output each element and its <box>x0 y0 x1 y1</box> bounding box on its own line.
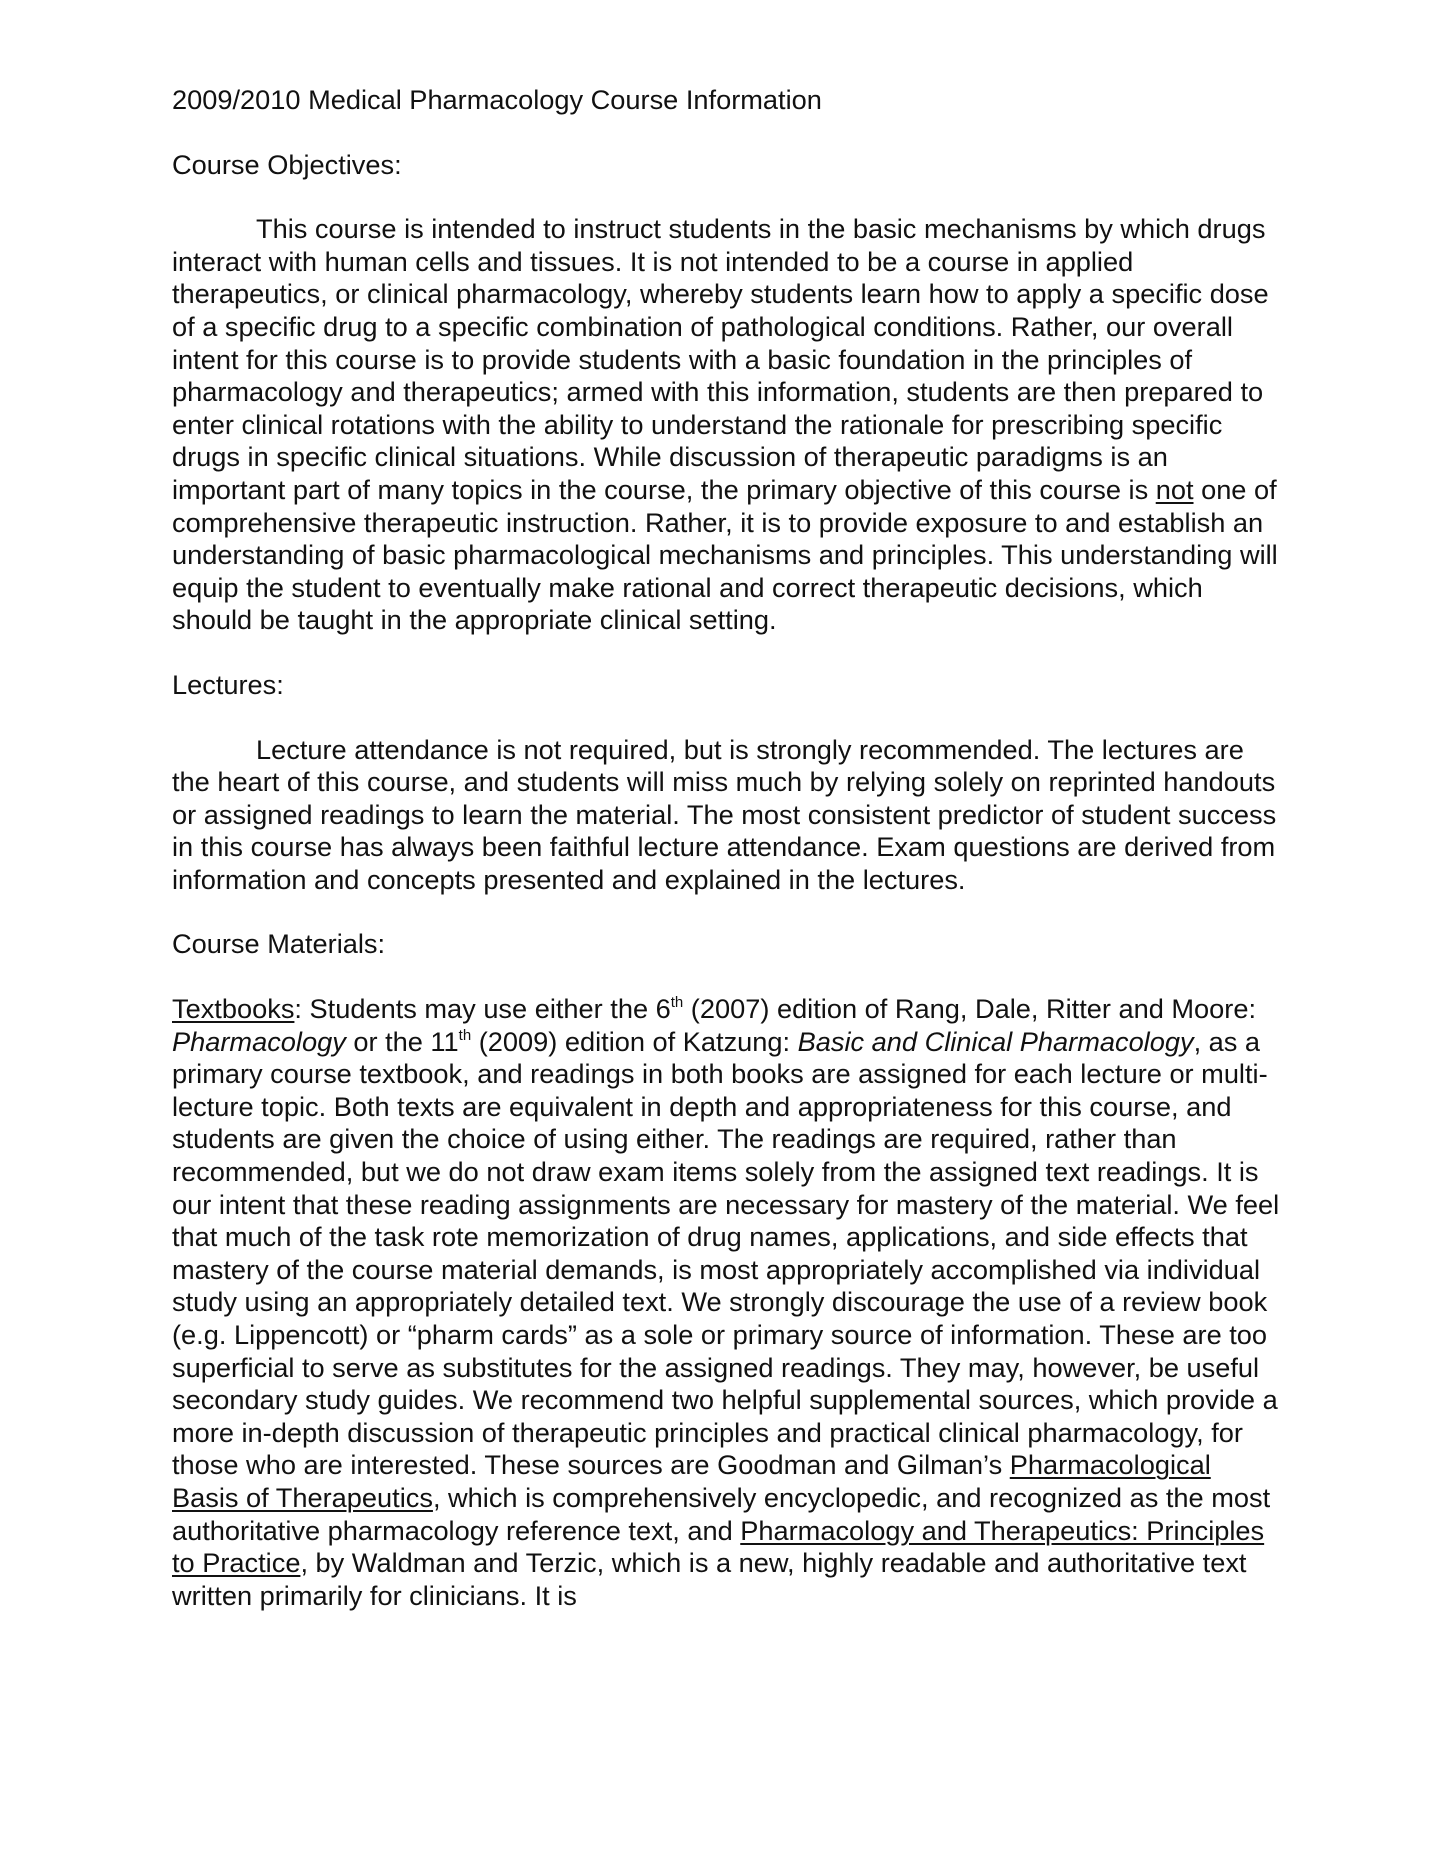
ordinal-superscript-11th: th <box>458 1026 472 1044</box>
ordinal-superscript-6th: th <box>670 994 684 1012</box>
section-heading-course-materials: Course Materials: <box>172 928 386 960</box>
textbooks-text-6: , which is comprehensively encyclopedic, and recognized as the most authoritative pharmacology reference text, and <box>172 1481 1271 1546</box>
document-page <box>172 84 1284 1612</box>
section-heading-course-objectives: Course Objectives: <box>172 148 402 180</box>
textbooks-text-3: or the 11 <box>345 1025 459 1057</box>
textbooks-paragraph <box>172 993 1284 1612</box>
objectives-text-part-2: one of comprehensive therapeutic instruction. Rather, it is to provide exposure to and establish an understanding of basic pharmacological mechanisms and principles. This understanding will equip the student to eventually make rational and correct therapeutic decisions, which should be taught in the appropriate clinical setting. <box>172 473 1278 636</box>
textbooks-label: Textbooks <box>172 993 295 1025</box>
objectives-paragraph <box>172 213 1284 637</box>
textbooks-text-5: , as a primary course textbook, and readings in both books are assigned for each lecture or multi-lecture topic. Both texts are equivalent in depth and appropriateness for this course, and students are given the choice of using either. The readings are required, rather than recommended, but we do not draw exam items solely from the assigned text readings. It is our intent that these reading assignments are necessary for mastery of the material. We feel that much of the task rote memorization of drug names, applications, and side effects that mastery of the course material demands, is most appropriately accomplished via individual study using an appropriately detailed text. We strongly discourage the use of a review book (e.g. Lippencott) or “pharm cards” as a sole or primary source of information. These are too superficial to serve as substitutes for the assigned readings. They may, however, be useful secondary study guides. We recommend two helpful supplemental sources, which provide a more in-depth discussion of therapeutic principles and practical clinical pharmacology, for those who are interested. These sources are Goodman and Gilman’s <box>172 1025 1280 1481</box>
textbooks-text-4: (2009) edition of Katzung: <box>471 1025 798 1057</box>
book-title-pharmacology: Pharmacology <box>172 1025 346 1057</box>
book-title-pharmacology-and-therapeutics: Pharmacology and Therapeutics: Principles to Practice <box>172 1514 1265 1579</box>
book-title-basic-and-clinical-pharmacology: Basic and Clinical Pharmacology <box>797 1025 1194 1057</box>
emphasis-not: not <box>1155 473 1194 505</box>
textbooks-text-2: (2007) edition of Rang, Dale, Ritter and Moore: <box>683 993 1257 1025</box>
textbooks-text-1: : Students may use either the 6 <box>294 993 671 1025</box>
textbooks-text-7: , by Waldman and Terzic, which is a new, highly readable and authoritative text written primarily for clinicians. It is <box>172 1547 1247 1611</box>
lectures-paragraph: Lecture attendance is not required, but is strongly recommended. The lectures are the heart of this course, and students will miss much by relying solely on reprinted handouts or assigned readings to learn the material. The most consistent predictor of student success in this course has always been faithful lecture attendance. Exam questions are derived from information and concepts presented and explained in the lectures. <box>172 733 1277 895</box>
book-title-pharmacological-basis: Pharmacological Basis of Therapeutics <box>172 1449 1211 1513</box>
objectives-text-part-1: This course is intended to instruct students in the basic mechanisms by which drugs interact with human cells and tissues. It is not intended to be a course in applied therapeutics, or clinical pharmacology, whereby students learn how to apply a specific dose of a specific drug to a specific combination of pathological conditions. Rather, our overall intent for this course is to provide students with a basic foundation in the principles of pharmacology and therapeutics; armed with this information, students are then prepared to enter clinical rotations with the ability to understand the rationale for prescribing specific drugs in specific clinical situations. While discussion of therapeutic paradigms is an important part of many topics in the course, the primary objective of this course is <box>172 213 1269 505</box>
section-heading-lectures: Lectures: <box>172 668 284 700</box>
document-title: 2009/2010 Medical Pharmacology Course Information <box>172 84 822 115</box>
